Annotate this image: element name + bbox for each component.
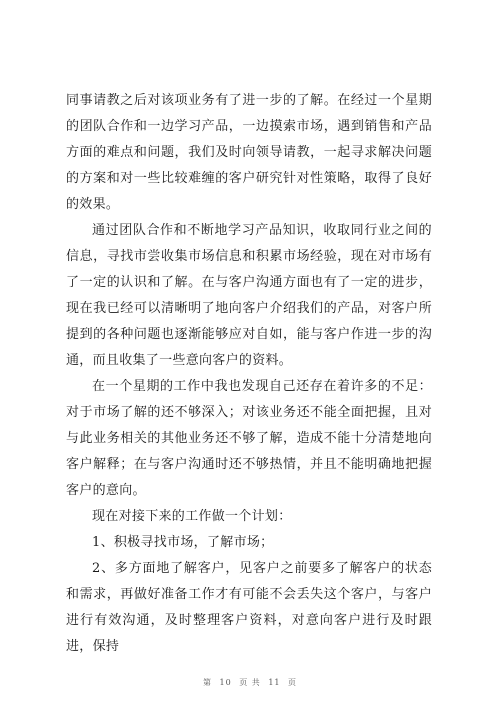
footer-label-page: 第 [202, 678, 212, 687]
paragraph-6: 2、多方面地了解客户，见客户之前要多了解客户的状态和需求，再做好准备工作才有可能不会丢失这个客户，与客户进行有效沟通，及时整理客户资料，对意向客户进行及时跟进，保持 [66, 561, 432, 654]
paragraph-1: 同事请教之后对该项业务有了进一步的了解。在经过一个星期的团队合作和一边学习产品，一边摸索市场，遇到销售和产品方面的难点和问题，我们及时向领导请教，一起寻求解决问题的方案和对一些比较难缠的客户研究针对性策略，取得了良好的效果。 [66, 93, 432, 212]
footer-label-of: 页 共 [239, 678, 261, 687]
paragraph-4: 现在对接下来的工作做一个计划： [92, 509, 292, 524]
document-body [66, 88, 432, 660]
paragraph-2: 通过团队合作和不断地学习产品知识，收取同行业之间的信息，寻找市尝收集市场信息和积累市场经验，现在对市场有了一定的认识和了解。在与客户沟通方面也有了一定的进步，现在我已经可以清晰明了地向客户介绍我们的产品，对客户所提到的各种问题也逐渐能够应对自如，能与客户作进一步的沟通，而且收集了一些意向客户的资料。 [66, 223, 432, 368]
footer-total-pages: 11 [268, 678, 281, 687]
paragraph-5: 1、积极寻找市场，了解市场； [92, 535, 274, 550]
paragraph-3: 在一个星期的工作中我也发现自己还存在着许多的不足：对于市场了解的还不够深入；对该业务还不能全面把握，且对与此业务相关的其他业务还不够了解，造成不能十分清楚地向客户解释；在与客户沟通时还不够热情，并且不能明确地把握客户的意向。 [66, 379, 432, 498]
page-footer [0, 677, 500, 688]
footer-current-page: 10 [219, 678, 232, 687]
footer-label-end: 页 [288, 678, 298, 687]
